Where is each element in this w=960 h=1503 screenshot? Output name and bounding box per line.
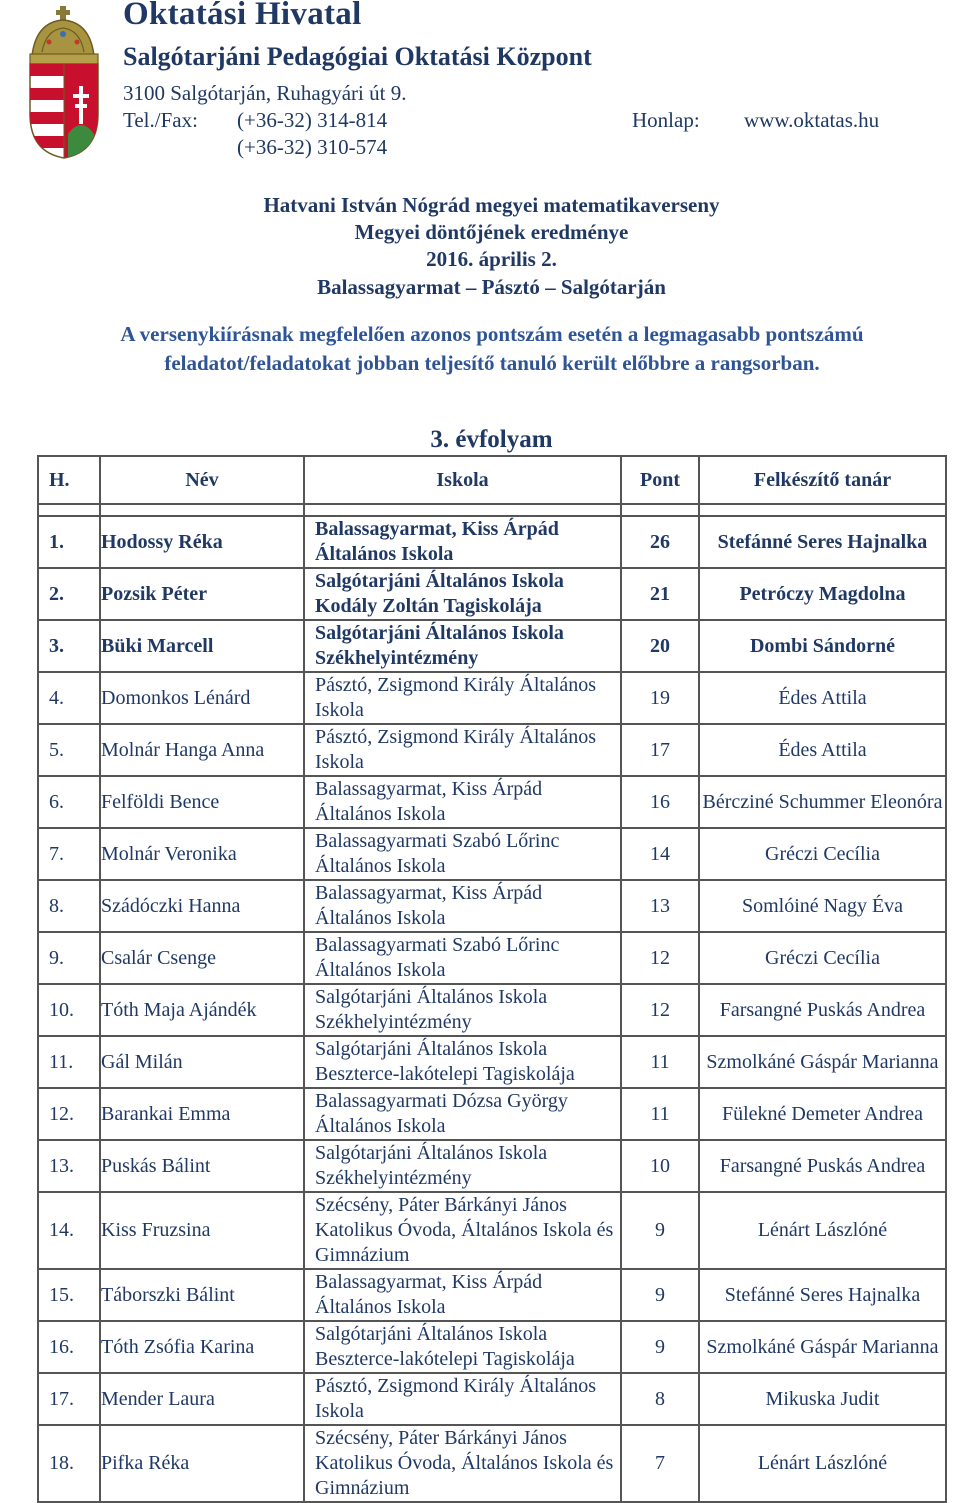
teacher-cell: Gréczi Cecília: [699, 932, 946, 984]
table-row: [38, 1036, 946, 1088]
points-cell: 8: [621, 1373, 699, 1425]
rank-cell: 10.: [38, 984, 100, 1036]
school-cell: Pásztó, Zsigmond Király Általános Iskola: [304, 1373, 621, 1425]
points-cell: 7: [621, 1425, 699, 1502]
table-header-row: [38, 456, 946, 504]
table-row: [38, 516, 946, 568]
teacher-cell: Gréczi Cecília: [699, 828, 946, 880]
title-date: 2016. április 2.: [426, 247, 557, 271]
name-cell: Domonkos Lénárd: [100, 672, 304, 724]
school-cell: Salgótarjáni Általános Iskola Székhelyintézmény: [304, 1140, 621, 1192]
points-cell: 26: [621, 516, 699, 568]
spacer-cell: [304, 504, 621, 516]
rank-cell: 2.: [38, 568, 100, 620]
teacher-cell: Szmolkáné Gáspár Marianna: [699, 1321, 946, 1373]
points-cell: 16: [621, 776, 699, 828]
school-cell: Balassagyarmati Szabó Lőrinc Általános Iskola: [304, 932, 621, 984]
points-cell: 14: [621, 828, 699, 880]
spacer-cell: [100, 504, 304, 516]
name-cell: Hodossy Réka: [100, 516, 304, 568]
name-cell: Barankai Emma: [100, 1088, 304, 1140]
table-row: [38, 1373, 946, 1425]
teacher-cell: Dombi Sándorné: [699, 620, 946, 672]
name-cell: Puskás Bálint: [100, 1140, 304, 1192]
points-cell: 11: [621, 1036, 699, 1088]
school-cell: Szécsény, Páter Bárkányi János Katolikus Óvoda, Általános Iskola és Gimnázium: [304, 1192, 621, 1269]
teacher-cell: Édes Attila: [699, 724, 946, 776]
points-cell: 17: [621, 724, 699, 776]
teacher-cell: Stefánné Seres Hajnalka: [699, 516, 946, 568]
table-row: [38, 672, 946, 724]
rank-cell: 15.: [38, 1269, 100, 1321]
school-cell: Salgótarjáni Általános Iskola Beszterce-lakótelepi Tagiskolája: [304, 1321, 621, 1373]
spacer-cell: [621, 504, 699, 516]
name-cell: Táborszki Bálint: [100, 1269, 304, 1321]
points-cell: 9: [621, 1269, 699, 1321]
table-row: [38, 1140, 946, 1192]
rank-cell: 11.: [38, 1036, 100, 1088]
name-cell: Tóth Zsófia Karina: [100, 1321, 304, 1373]
header-rank: H.: [38, 456, 100, 504]
table-row: [38, 984, 946, 1036]
school-cell: Salgótarjáni Általános Iskola Kodály Zoltán Tagiskolája: [304, 568, 621, 620]
teacher-cell: Farsangné Puskás Andrea: [699, 1140, 946, 1192]
points-cell: 12: [621, 932, 699, 984]
points-cell: 9: [621, 1321, 699, 1373]
header-school: Iskola: [304, 456, 621, 504]
name-cell: Pifka Réka: [100, 1425, 304, 1502]
teacher-cell: Somlóiné Nagy Éva: [699, 880, 946, 932]
center-name: Salgótarjáni Pedagógiai Oktatási Központ: [123, 42, 592, 71]
table-row: [38, 1425, 946, 1502]
rank-cell: 5.: [38, 724, 100, 776]
teacher-cell: Mikuska Judit: [699, 1373, 946, 1425]
points-cell: 10: [621, 1140, 699, 1192]
name-cell: Büki Marcell: [100, 620, 304, 672]
rank-cell: 18.: [38, 1425, 100, 1502]
points-cell: 21: [621, 568, 699, 620]
table-row: [38, 620, 946, 672]
name-cell: Tóth Maja Ajándék: [100, 984, 304, 1036]
school-cell: Szécsény, Páter Bárkányi János Katolikus Óvoda, Általános Iskola és Gimnázium: [304, 1425, 621, 1502]
name-cell: Pozsik Péter: [100, 568, 304, 620]
rank-cell: 3.: [38, 620, 100, 672]
web-url[interactable]: www.oktatas.hu: [744, 108, 880, 132]
teacher-cell: Farsangné Puskás Andrea: [699, 984, 946, 1036]
name-cell: Molnár Veronika: [100, 828, 304, 880]
rank-cell: 9.: [38, 932, 100, 984]
results-body: [38, 504, 946, 1502]
name-cell: Kiss Fruzsina: [100, 1192, 304, 1269]
name-cell: Gál Milán: [100, 1036, 304, 1088]
points-cell: 11: [621, 1088, 699, 1140]
teacher-cell: Édes Attila: [699, 672, 946, 724]
web-label: Honlap:: [632, 108, 700, 132]
table-row: [38, 724, 946, 776]
school-cell: Salgótarjáni Általános Iskola Székhelyintézmény: [304, 984, 621, 1036]
teacher-cell: Stefánné Seres Hajnalka: [699, 1269, 946, 1321]
teacher-cell: Szmolkáné Gáspár Marianna: [699, 1036, 946, 1088]
table-row: [38, 828, 946, 880]
school-cell: Balassagyarmat, Kiss Árpád Általános Iskola: [304, 880, 621, 932]
header-name: Név: [100, 456, 304, 504]
header-teacher: Felkészítő tanár: [699, 456, 946, 504]
rank-cell: 8.: [38, 880, 100, 932]
school-cell: Pásztó, Zsigmond Király Általános Iskola: [304, 724, 621, 776]
school-cell: Balassagyarmat, Kiss Árpád Általános Iskola: [304, 1269, 621, 1321]
results-table: [37, 455, 947, 1503]
spacer-cell: [38, 504, 100, 516]
rank-cell: 1.: [38, 516, 100, 568]
rank-cell: 6.: [38, 776, 100, 828]
table-row: [38, 776, 946, 828]
school-cell: Salgótarjáni Általános Iskola Beszterce-lakótelepi Tagiskolája: [304, 1036, 621, 1088]
teacher-cell: Fülekné Demeter Andrea: [699, 1088, 946, 1140]
grade-heading: 3. évfolyam: [430, 426, 553, 453]
name-cell: Csalár Csenge: [100, 932, 304, 984]
name-cell: Szádóczki Hanna: [100, 880, 304, 932]
table-spacer: [38, 504, 946, 516]
address: 3100 Salgótarján, Ruhagyári út 9.: [123, 81, 407, 105]
school-cell: Balassagyarmat, Kiss Árpád Általános Iskola: [304, 516, 621, 568]
name-cell: Mender Laura: [100, 1373, 304, 1425]
coat-of-arms-logo: [22, 4, 106, 160]
rank-cell: 4.: [38, 672, 100, 724]
table-row: [38, 1088, 946, 1140]
rank-cell: 14.: [38, 1192, 100, 1269]
title-line-1: Hatvani István Nógrád megyei matematikaverseny: [263, 193, 720, 217]
title-line-2: Megyei döntőjének eredménye: [354, 220, 629, 244]
teacher-cell: Bércziné Schummer Eleonóra: [699, 776, 946, 828]
school-cell: Balassagyarmati Dózsa György Általános Iskola: [304, 1088, 621, 1140]
rank-cell: 17.: [38, 1373, 100, 1425]
tel-number-1: (+36-32) 314-814: [237, 108, 388, 132]
rank-cell: 13.: [38, 1140, 100, 1192]
spacer-cell: [699, 504, 946, 516]
points-cell: 12: [621, 984, 699, 1036]
points-cell: 19: [621, 672, 699, 724]
table-row: [38, 1321, 946, 1373]
rank-cell: 12.: [38, 1088, 100, 1140]
school-cell: Pásztó, Zsigmond Király Általános Iskola: [304, 672, 621, 724]
rank-cell: 16.: [38, 1321, 100, 1373]
org-name: Oktatási Hivatal: [123, 0, 362, 32]
table-row: [38, 1192, 946, 1269]
table-row: [38, 932, 946, 984]
name-cell: Felföldi Bence: [100, 776, 304, 828]
table-row: [38, 1269, 946, 1321]
points-cell: 9: [621, 1192, 699, 1269]
tel-number-2: (+36-32) 310-574: [237, 135, 388, 159]
teacher-cell: Petróczy Magdolna: [699, 568, 946, 620]
teacher-cell: Lénárt Lászlóné: [699, 1425, 946, 1502]
school-cell: Balassagyarmat, Kiss Árpád Általános Iskola: [304, 776, 621, 828]
school-cell: Salgótarjáni Általános Iskola Székhelyintézmény: [304, 620, 621, 672]
ranking-notice: A versenykiírásnak megfelelően azonos pontszám esetén a legmagasabb pontszámú feladatot/feladatokat jobban teljesítő tanuló került előbbre a rangsorban.: [120, 322, 864, 375]
name-cell: Molnár Hanga Anna: [100, 724, 304, 776]
phone-fax: [123, 108, 387, 133]
tel-label: Tel./Fax:: [123, 108, 198, 132]
points-cell: 20: [621, 620, 699, 672]
rank-cell: 7.: [38, 828, 100, 880]
website: [632, 108, 879, 133]
header-points: Pont: [621, 456, 699, 504]
table-row: [38, 568, 946, 620]
school-cell: Balassagyarmati Szabó Lőrinc Általános Iskola: [304, 828, 621, 880]
table-row: [38, 880, 946, 932]
title-locations: Balassagyarmat – Pásztó – Salgótarján: [317, 275, 666, 299]
points-cell: 13: [621, 880, 699, 932]
teacher-cell: Lénárt Lászlóné: [699, 1192, 946, 1269]
